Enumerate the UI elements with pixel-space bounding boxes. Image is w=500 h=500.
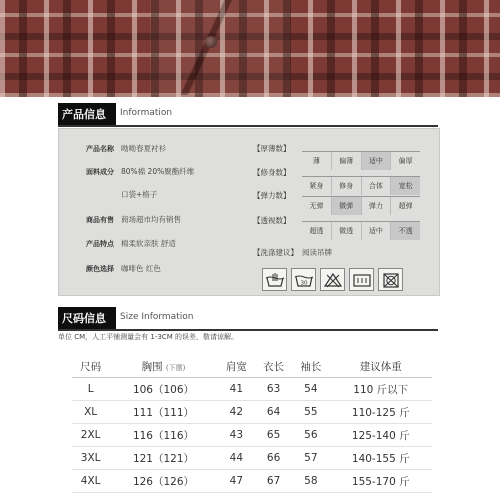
table-cell: 56 bbox=[292, 424, 329, 447]
size-info-header bbox=[58, 307, 438, 331]
table-cell: 44 bbox=[218, 447, 255, 470]
product-info-header bbox=[58, 103, 438, 127]
table-cell: 4XL bbox=[72, 470, 109, 493]
table-cell: 55 bbox=[292, 401, 329, 424]
product-photo bbox=[0, 0, 500, 97]
rating-option: 弹力 bbox=[361, 197, 391, 215]
info-value: 呦呦春夏衬衫 bbox=[121, 144, 166, 153]
fit-options bbox=[302, 176, 420, 195]
info-label: 商品有售 bbox=[86, 216, 114, 224]
table-cell: 54 bbox=[292, 378, 329, 401]
info-label: 颜色选择 bbox=[86, 265, 114, 273]
table-cell: 66 bbox=[255, 447, 292, 470]
table-cell: 140-155 斤 bbox=[330, 447, 433, 470]
fit-label: 【修身数】 bbox=[253, 168, 291, 177]
section-title-cn: 尺码信息 bbox=[62, 312, 106, 325]
table-cell: 64 bbox=[255, 401, 292, 424]
table-row bbox=[72, 378, 432, 401]
rating-option: 偏薄 bbox=[331, 152, 361, 170]
table-cell: 111（111） bbox=[109, 401, 217, 424]
table-cell: 125-140 斤 bbox=[330, 424, 433, 447]
rating-option: 微透 bbox=[331, 222, 361, 240]
table-cell: 116（116） bbox=[109, 424, 217, 447]
table-row bbox=[72, 470, 432, 493]
shirt-button bbox=[205, 36, 217, 48]
column-header: 袖长 bbox=[292, 355, 329, 378]
table-cell: 106（106） bbox=[109, 378, 217, 401]
info-value: 口袋+格子 bbox=[121, 190, 158, 199]
table-cell: 47 bbox=[218, 470, 255, 493]
elasticity-options bbox=[302, 196, 420, 215]
wash-label: 【洗涤建议】 bbox=[253, 248, 298, 257]
thickness-label: 【厚薄数】 bbox=[253, 144, 291, 153]
table-cell: 43 bbox=[218, 424, 255, 447]
chest-note: (下摆) bbox=[165, 363, 186, 372]
table-cell: L bbox=[72, 378, 109, 401]
section-title-en: Size Information bbox=[120, 312, 194, 322]
table-header-row bbox=[72, 355, 432, 378]
table-cell: 57 bbox=[292, 447, 329, 470]
svg-text:30: 30 bbox=[300, 280, 307, 286]
dry-clean-icon bbox=[349, 268, 374, 291]
rating-option-selected: 微弹 bbox=[331, 197, 361, 215]
rating-option-selected: 适中 bbox=[361, 152, 391, 170]
rating-option-selected: 不透 bbox=[390, 222, 420, 240]
table-cell: 58 bbox=[292, 470, 329, 493]
section-title-cn: 产品信息 bbox=[62, 108, 106, 121]
wash-value: 阅读吊牌 bbox=[302, 248, 332, 257]
table-cell: 110 斤以下 bbox=[330, 378, 433, 401]
table-cell: 67 bbox=[255, 470, 292, 493]
table-row bbox=[72, 401, 432, 424]
rating-option-selected: 宽松 bbox=[390, 177, 420, 195]
table-cell: 155-170 斤 bbox=[330, 470, 433, 493]
rating-option: 薄 bbox=[312, 157, 320, 165]
shirt-collar bbox=[150, 0, 290, 95]
column-header-chest bbox=[109, 355, 217, 378]
table-cell: 110-125 斤 bbox=[330, 401, 433, 424]
rating-option: 合体 bbox=[361, 177, 391, 195]
info-label: 产品名称 bbox=[86, 145, 114, 153]
table-cell: 126（126） bbox=[109, 470, 217, 493]
rating-option: 无弹 bbox=[309, 202, 324, 210]
column-header: 建议体重 bbox=[330, 355, 433, 378]
no-bleach-icon bbox=[320, 268, 345, 291]
size-note: 单位 CM，人工平铺测量会有 1-3CM 的误差，敬请谅解。 bbox=[58, 333, 238, 341]
info-value: 商场超市均有销售 bbox=[121, 215, 181, 224]
size-table bbox=[72, 355, 432, 493]
column-header: 胸围 bbox=[141, 360, 163, 373]
wash-icons bbox=[262, 268, 403, 291]
transparency-options bbox=[302, 221, 420, 240]
info-value: 咖啡色 红色 bbox=[121, 264, 161, 273]
info-label: 面料成分 bbox=[86, 168, 114, 176]
rating-option: 偏厚 bbox=[390, 152, 420, 170]
table-cell: 3XL bbox=[72, 447, 109, 470]
rating-option: 超弹 bbox=[390, 197, 420, 215]
info-value: 棉柔软亲肤 舒适 bbox=[121, 239, 176, 248]
rating-option: 紧身 bbox=[309, 182, 324, 190]
info-label: 产品特点 bbox=[86, 240, 114, 248]
wash-30-icon bbox=[291, 268, 316, 291]
column-header: 衣长 bbox=[255, 355, 292, 378]
transparency-label: 【透视数】 bbox=[253, 216, 291, 225]
rating-option: 超透 bbox=[309, 227, 324, 235]
table-row bbox=[72, 447, 432, 470]
column-header: 尺码 bbox=[72, 355, 109, 378]
table-cell: 121（121） bbox=[109, 447, 217, 470]
rating-option: 适中 bbox=[361, 222, 391, 240]
thickness-options bbox=[302, 151, 420, 170]
section-title-en: Information bbox=[120, 108, 173, 118]
table-cell: 41 bbox=[218, 378, 255, 401]
column-header: 肩宽 bbox=[218, 355, 255, 378]
table-cell: 2XL bbox=[72, 424, 109, 447]
table-cell: 42 bbox=[218, 401, 255, 424]
table-cell: 65 bbox=[255, 424, 292, 447]
rating-option: 修身 bbox=[331, 177, 361, 195]
hand-wash-icon bbox=[262, 268, 287, 291]
no-tumble-dry-icon bbox=[378, 268, 403, 291]
table-cell: XL bbox=[72, 401, 109, 424]
table-row bbox=[72, 424, 432, 447]
table-cell: 63 bbox=[255, 378, 292, 401]
info-value: 80%棉 20%聚酯纤维 bbox=[121, 167, 195, 176]
elasticity-label: 【弹力数】 bbox=[253, 191, 291, 200]
